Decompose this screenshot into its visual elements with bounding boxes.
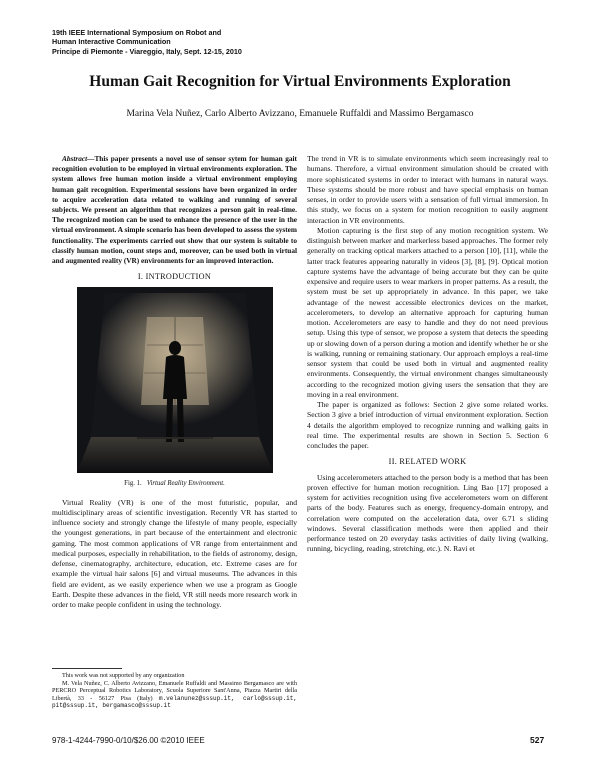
abstract-lead: Abstract — [62, 154, 88, 163]
right-column — [307, 154, 548, 555]
intro-paragraph-1: Virtual Reality (VR) is one of the most futuristic, popular, and multidisciplinary areas of scientific investigation. Recently VR has started to influence society and strongly change the lifestyle of many people, especially the youngest generations, in part because of the entertainment and electronic gaming. The most common applications of VR range from entertainment and medical purposes, especially in rehabilitation, to the fields of astronomy, design, defense, cinematography, architecture, education, etc. Extreme cases are for example the virtual hair salons [6] and virtual museums. The advances in this field are evident, as we easily experience when we use a program as Google Earth. Despite these advances in the field, VR still needs more research work in order to make people confident in using the technology. — [52, 497, 297, 610]
footnote-affiliation-text: M. Vela Nuñez, C. Alberto Avizzano, Emanuele Ruffaldi and Massimo Bergamasco are with PERCRO Perceptual Robotics Laboratory, Scuola Superiore Sant'Anna, Piazza Martiri della Libertà, 33 - 56127 Pisa (Italy) — [52, 679, 297, 702]
left-column — [52, 154, 297, 610]
page-number: 527 — [530, 735, 545, 745]
author-list: Marina Vela Nuñez, Carlo Alberto Avizzano, Emanuele Ruffaldi and Massimo Bergamasco — [126, 109, 474, 119]
paper-title: Human Gait Recognition for Virtual Environments Exploration — [89, 73, 511, 90]
footnote-funding: This work was not supported by any organization — [62, 672, 185, 679]
related-work-paragraph-1: Using accelerometers attached to the person body is a method that has been proven effective for human motion recognition. Ling Bao [17] proposed a system for activities recognition using five accelerometers worn on different parts of the body. Features such as energy, frequency-domain entropy, and correlation were computed on the acceleration data, over 6.71 s sliding windows. Several classification methods were then applied and their performance tested on 20 everyday tasks activities of daily living (walking, running, bicycling, reading, stretching, etc.). N. Ravi et — [307, 472, 548, 554]
vr-environment-image — [77, 287, 273, 473]
section-heading-related-work: II. RELATED WORK — [388, 457, 467, 467]
footnote-rule — [52, 668, 122, 669]
conference-line-2: Human Interactive Communication — [52, 37, 171, 47]
isbn-copyright: 978-1-4244-7990-0/10/$26.00 ©2010 IEEE — [52, 736, 205, 745]
right-paragraph-2: Motion capturing is the first step of any motion recognition system. We distinguish between marker and markerless based approaches. The former rely generally on tracking optical markers attached to a person [10], [11], while the latter track features appearing naturally in videos [3], [8], [9]. Optical motion capture systems have the advantage of being accurate but they can be quite expensive and require users to wear markers in proper patterns. As a result, the system must be set up appropriately in advance. In this paper, we take advantage of the newest accessible electronics devices on the market, accelerometers, to develop an alternative approach for capturing human motion. Accelerometers are easy to handle and they do not need previous setup. Using this type of sensor, we propose a system that detects the speeding up or slowing down of a person during a motion and identify whether he or she is walking, running or remaining stationary. Our approach employs a real-time sensor system that could be used both in virtual and augmented reality environments. Consequently, the virtual environment changes simultaneously according to the recognized motion giving users the sensation that they are moving in a real environment. — [307, 225, 548, 399]
conference-line-1: 19th IEEE International Symposium on Robot and — [52, 28, 222, 37]
footnote-emails: m.velanunez@sssup.it, carlo@sssup.it, pit@sssup.it, bergamasco@sssup.it — [52, 694, 297, 710]
abstract — [52, 154, 297, 266]
right-paragraph-1: The trend in VR is to simulate environments which seem increasingly real to humans. Therefore, a virtual environment simulation should be created with more sophisticated systems in order to interact with humans in natural ways. These systems should be more robust and have special emphasis on human senses, in order to provide users with a sensation of full virtual immersion. In this study, we focus on a system for motion recognition to easily augment interaction in VR environments. — [307, 154, 548, 225]
figure-caption — [52, 479, 297, 489]
section-heading-introduction: I. INTRODUCTION — [137, 272, 212, 282]
right-paragraph-3: The paper is organized as follows: Section 2 give some related works. Section 3 give a brief introduction of virtual environment exploration. Section 4 details the algorithm employed to recognize running and walking gaits in real time. The experimental results are shown in Section 5. Section 6 concludes the paper. — [307, 400, 548, 450]
conference-header — [52, 28, 242, 56]
abstract-text: —This paper presents a novel use of sensor sytem for human gait recognition evolution to be employed in virtual environments exploration. The system allows free human motion inside a virtual environment employing human gait recognition. Experimental sessions have been organized in order to acquire acceleration data related to walking and running of several subjects. We present an algorithm that recognizes a person gait in real-time. The recognized motion can be used to enhance the presence of the user in the virtual environment. A simple scenario has been developed to assess the system functionality. The experiments carried out show that our system is suitable to classify human motion, count steps and, moreover, can be used both in virtual and augmented reality (VR) environments for an improved interaction. — [52, 154, 297, 266]
figure-label: Fig. 1. — [124, 480, 142, 488]
figure-virtual-reality-photo — [77, 287, 273, 473]
conference-line-3: Principe di Piemonte - Viareggio, Italy, Sept. 12-15, 2010 — [52, 46, 242, 56]
footnote-affiliation — [52, 680, 297, 710]
footnote — [52, 668, 297, 710]
figure-caption-text: Virtual Reality Environment. — [146, 480, 225, 488]
